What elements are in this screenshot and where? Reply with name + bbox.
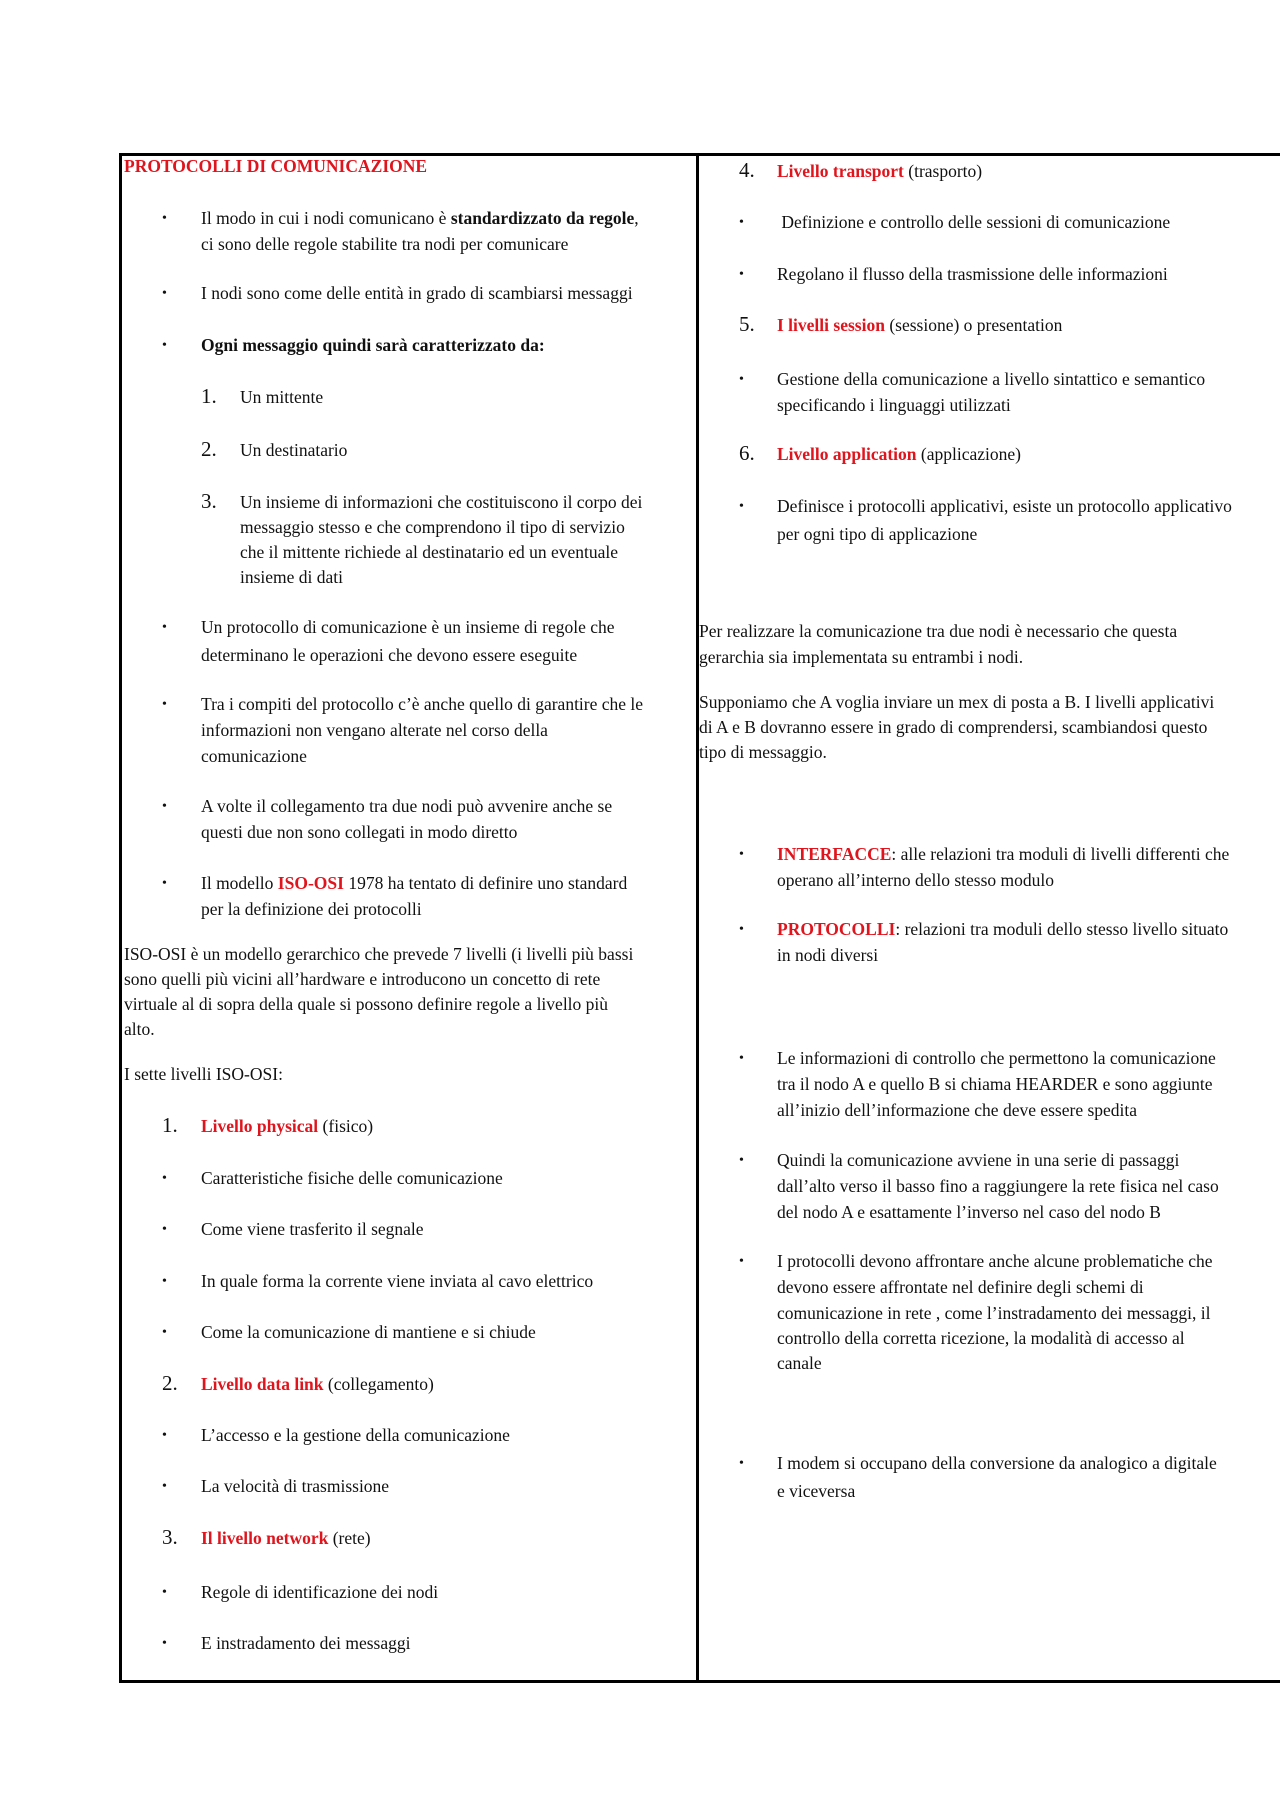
list-number: 1.	[201, 384, 217, 408]
paragraph-line: A volte il collegamento tra due nodi può avvenire anche se	[201, 796, 613, 816]
paragraph-line: I nodi sono come delle entità in grado di scambiarsi messaggi	[201, 283, 633, 303]
paragraph-line: E instradamento dei messaggi	[201, 1633, 411, 1653]
bullet-icon: •	[162, 1479, 167, 1494]
list-item: Un destinatario	[240, 440, 348, 460]
paragraph-line: di A e B dovranno essere in grado di comprendersi, scambiandosi questo	[699, 717, 1208, 737]
level-heading: I livelli session (sessione) o presentation	[777, 315, 1063, 335]
paragraph-line: Supponiamo che A voglia inviare un mex di posta a B. I livelli applicativi	[699, 692, 1215, 712]
paragraph-line: In quale forma la corrente viene inviata al cavo elettrico	[201, 1271, 594, 1291]
bullet-icon: •	[739, 1456, 744, 1471]
paragraph-line: informazioni non vengano alterate nel corso della	[201, 720, 548, 740]
paragraph-line: Il modo in cui i nodi comunicano è standardizzato da regole,	[201, 208, 639, 228]
paragraph-line: Un protocollo di comunicazione è un insieme di regole che	[201, 617, 615, 637]
paragraph-line: Tra i compiti del protocollo c’è anche quello di garantire che le	[201, 694, 644, 714]
paragraph-line: Come la comunicazione di mantiene e si chiude	[201, 1322, 536, 1342]
paragraph-line: per ogni tipo di applicazione	[777, 524, 978, 544]
paragraph-line: tra il nodo A e quello B si chiama HEARDER e sono aggiunte	[777, 1074, 1213, 1094]
level-heading: Livello transport (trasporto)	[777, 161, 983, 181]
paragraph-line: all’inizio dell’informazione che deve essere spedita	[777, 1100, 1138, 1120]
paragraph-line: comunicazione in rete , come l’instradamento dei messaggi, il	[777, 1303, 1211, 1323]
bullet-icon: •	[739, 372, 744, 387]
paragraph-line: PROTOCOLLI: relazioni tra moduli dello stesso livello situato	[777, 919, 1229, 939]
paragraph-line: sono quelli più vicini all’hardware e introducono un concetto di rete	[124, 969, 601, 989]
list-number: 5.	[739, 312, 755, 336]
level-heading: Livello physical (fisico)	[201, 1116, 374, 1136]
paragraph-line: Regolano il flusso della trasmissione delle informazioni	[777, 264, 1168, 284]
bullet-icon: •	[162, 1325, 167, 1340]
paragraph-line: comunicazione	[201, 746, 307, 766]
section-title: PROTOCOLLI DI COMUNICAZIONE	[124, 156, 428, 176]
paragraph-line: Regole di identificazione dei nodi	[201, 1582, 439, 1602]
bullet-icon: •	[162, 1274, 167, 1289]
paragraph-line: Come viene trasferito il segnale	[201, 1219, 424, 1239]
paragraph-line: Definisce i protocolli applicativi, esiste un protocollo applicativo	[777, 496, 1232, 516]
bullet-icon: •	[739, 1254, 744, 1269]
paragraph-line: La velocità di trasmissione	[201, 1476, 390, 1496]
paragraph-line: questi due non sono collegati in modo diretto	[201, 822, 518, 842]
bullet-icon: •	[162, 211, 167, 226]
paragraph-line: determinano le operazioni che devono essere eseguite	[201, 645, 578, 665]
paragraph-line: Il modello ISO-OSI 1978 ha tentato di definire uno standard	[201, 873, 628, 893]
bullet-icon: •	[739, 215, 744, 230]
list-item: Un insieme di informazioni che costituiscono il corpo dei	[240, 492, 643, 512]
paragraph-line: L’accesso e la gestione della comunicazione	[201, 1425, 510, 1445]
paragraph-line: Gestione della comunicazione a livello sintattico e semantico	[777, 369, 1206, 389]
paragraph-line: dall’alto verso il basso fino a raggiungere la rete fisica nel caso	[777, 1176, 1219, 1196]
paragraph-line: specificando i linguaggi utilizzati	[777, 395, 1011, 415]
bullet-icon: •	[162, 876, 167, 891]
bullet-icon: •	[739, 922, 744, 937]
paragraph-line: virtuale al di sopra della quale si possono definire regole a livello più	[124, 994, 609, 1014]
bullet-icon: •	[162, 1585, 167, 1600]
bullet-icon: •	[739, 267, 744, 282]
paragraph-line: Per realizzare la comunicazione tra due nodi è necessario che questa	[699, 621, 1178, 641]
paragraph-line: per la definizione dei protocolli	[201, 899, 422, 919]
bullet-icon: •	[739, 1153, 744, 1168]
paragraph-line: devono essere affrontate nel definire degli schemi di	[777, 1277, 1144, 1297]
paragraph-line: INTERFACCE: alle relazioni tra moduli di livelli differenti che	[777, 844, 1230, 864]
list-item: che il mittente richiede al destinatario ed un eventuale	[240, 542, 619, 562]
paragraph-line: alto.	[124, 1019, 155, 1039]
paragraph-line: ISO-OSI è un modello gerarchico che prevede 7 livelli (i livelli più bassi	[124, 944, 634, 964]
paragraph-line: I sette livelli ISO-OSI:	[124, 1064, 283, 1084]
paragraph-line: tipo di messaggio.	[699, 742, 827, 762]
bullet-icon: •	[162, 286, 167, 301]
bullet-icon: •	[162, 1636, 167, 1651]
list-number: 3.	[162, 1525, 178, 1549]
bullet-icon: •	[162, 620, 167, 635]
bullet-icon: •	[162, 1428, 167, 1443]
paragraph-line: in nodi diversi	[777, 945, 879, 965]
paragraph-line: Definizione e controllo delle sessioni di comunicazione	[777, 212, 1171, 232]
paragraph-line: controllo della corretta ricezione, la modalità di accesso al	[777, 1328, 1185, 1348]
list-number: 4.	[739, 158, 755, 182]
paragraph-line: I modem si occupano della conversione da analogico a digitale	[777, 1453, 1217, 1473]
paragraph-line: Caratteristiche fisiche delle comunicazione	[201, 1168, 503, 1188]
bullet-icon: •	[739, 1051, 744, 1066]
level-heading: Il livello network (rete)	[201, 1528, 371, 1548]
paragraph-line: gerarchia sia implementata su entrambi i nodi.	[699, 647, 1024, 667]
list-number: 3.	[201, 489, 217, 513]
bullet-icon: •	[162, 1222, 167, 1237]
level-heading: Livello application (applicazione)	[777, 444, 1021, 464]
list-number: 1.	[162, 1113, 178, 1137]
paragraph-line: canale	[777, 1353, 822, 1373]
list-item: Un mittente	[240, 387, 324, 407]
paragraph-line: del nodo A e esattamente l’inverso nel caso del nodo B	[777, 1202, 1161, 1222]
list-number: 6.	[739, 441, 755, 465]
paragraph-line: Quindi la comunicazione avviene in una serie di passaggi	[777, 1150, 1180, 1170]
paragraph-line: e viceversa	[777, 1481, 856, 1501]
list-number: 2.	[201, 437, 217, 461]
paragraph-line: Le informazioni di controllo che permettono la comunicazione	[777, 1048, 1216, 1068]
column-divider	[696, 153, 699, 1683]
list-item: messaggio stesso e che comprendono il tipo di servizio	[240, 517, 625, 537]
paragraph-line: operano all’interno dello stesso modulo	[777, 870, 1055, 890]
bullet-icon: •	[739, 847, 744, 862]
bullet-icon: •	[162, 799, 167, 814]
bullet-icon: •	[162, 1171, 167, 1186]
bullet-icon: •	[162, 338, 167, 353]
list-number: 2.	[162, 1371, 178, 1395]
bullet-icon: •	[739, 499, 744, 514]
list-item: insieme di dati	[240, 567, 344, 587]
paragraph-line: Ogni messaggio quindi sarà caratterizzato da:	[201, 335, 545, 355]
bullet-icon: •	[162, 697, 167, 712]
paragraph-line: I protocolli devono affrontare anche alcune problematiche che	[777, 1251, 1213, 1271]
level-heading: Livello data link (collegamento)	[201, 1374, 434, 1394]
paragraph-line: ci sono delle regole stabilite tra nodi per comunicare	[201, 234, 569, 254]
